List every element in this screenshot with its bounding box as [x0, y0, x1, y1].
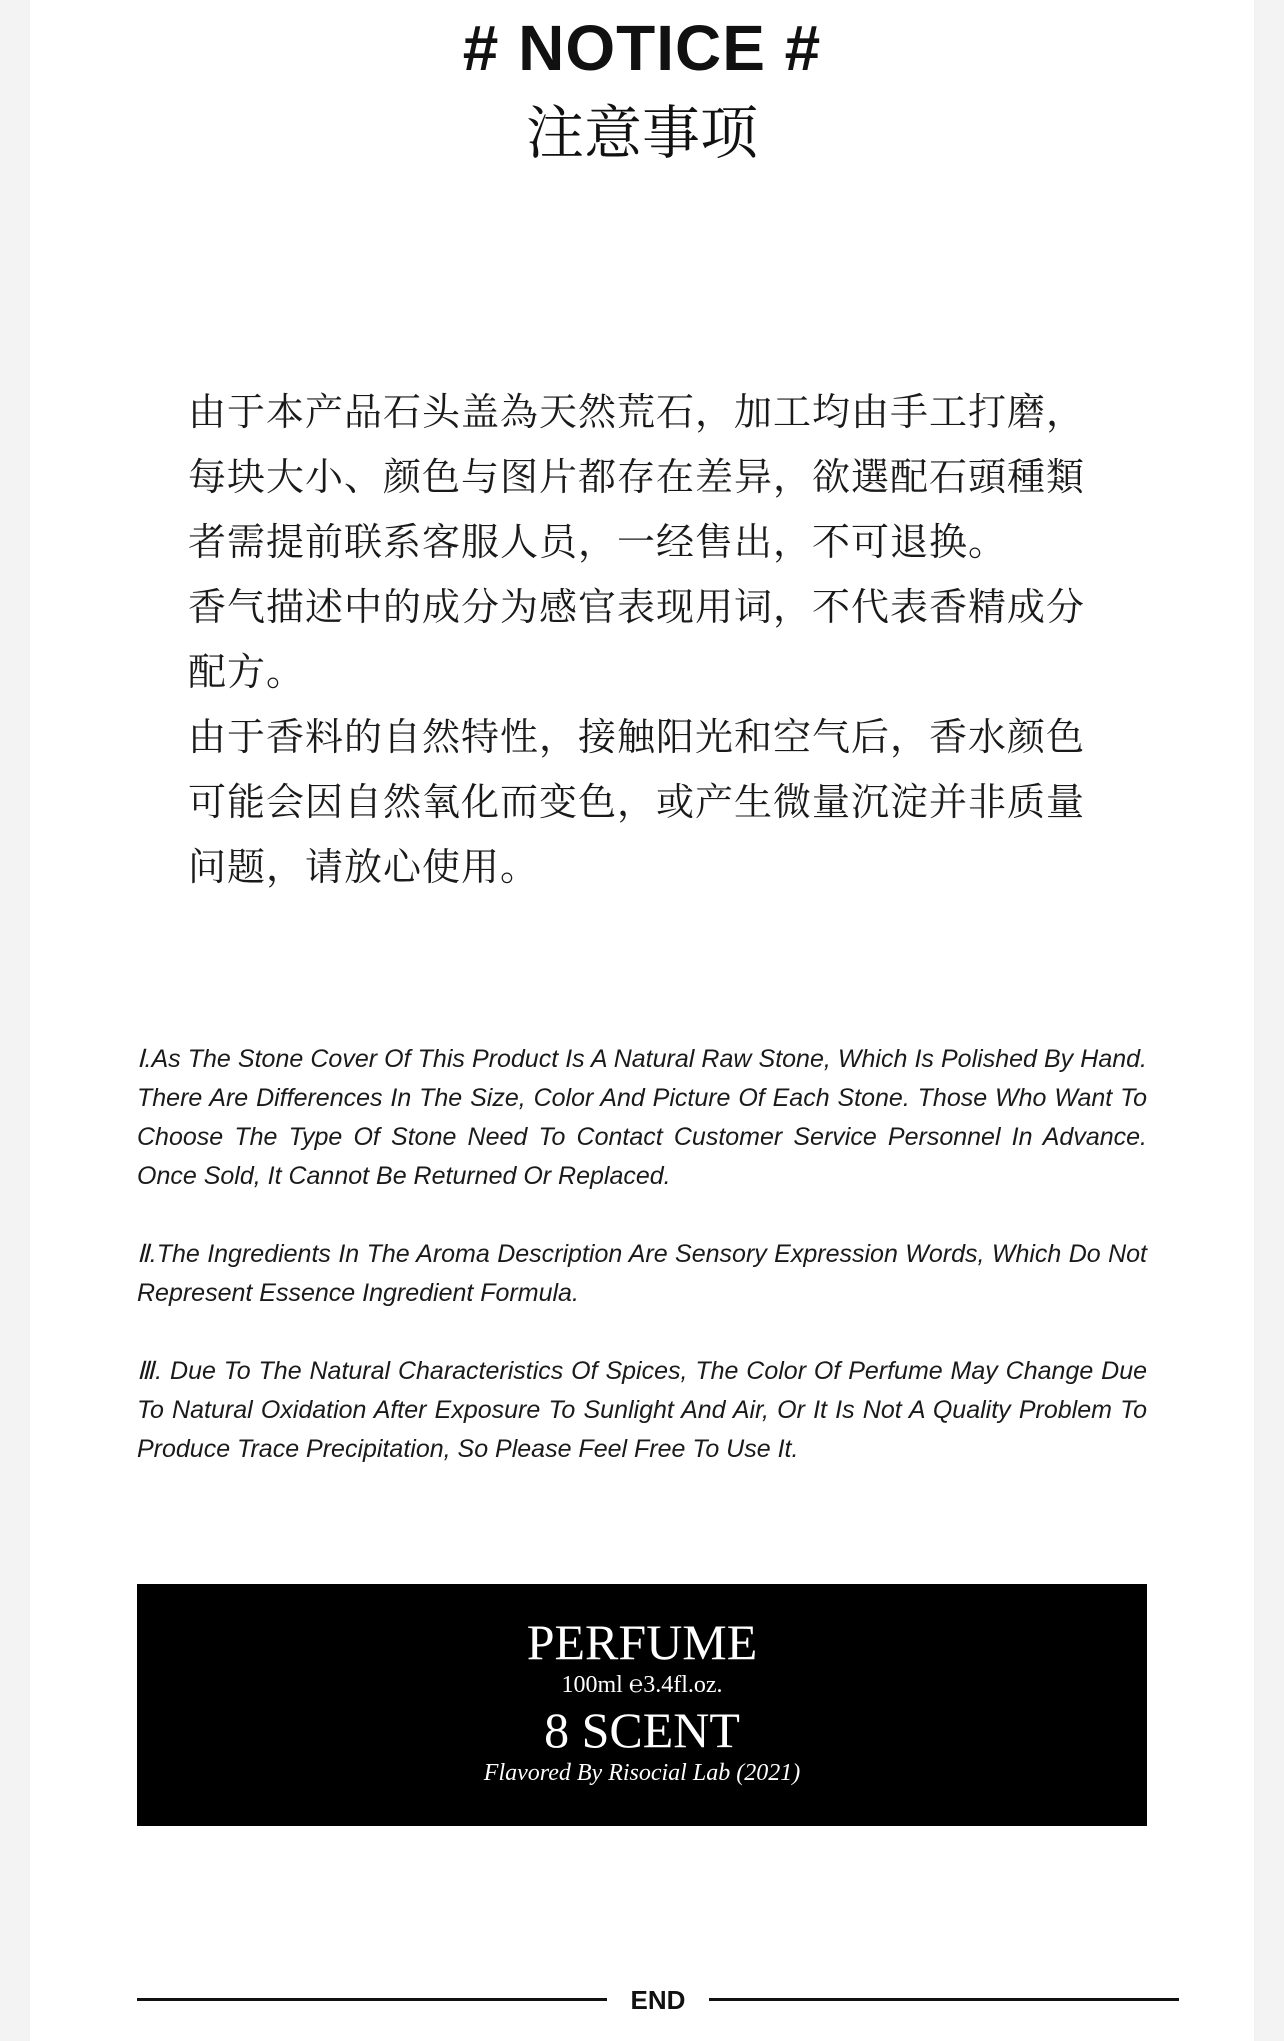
notice-english-text — [137, 1040, 1147, 1508]
zh-line: 每块大小、颜色与图片都存在差异，欲選配石頭種類 — [188, 455, 1086, 499]
end-label: END — [630, 1985, 686, 2015]
zh-line: 配方。 — [188, 650, 306, 694]
zh-line: 由于本产品石头盖為天然荒石，加工均由手工打磨， — [188, 390, 1086, 434]
banner-credit: Flavored By Risocial Lab (2021) — [483, 1760, 801, 1786]
notice-chinese-text — [188, 380, 1148, 900]
perfume-banner — [137, 1584, 1147, 1826]
zh-line: 可能会因自然氧化而变色，或产生微量沉淀并非质量 — [188, 780, 1086, 824]
zh-line: 由于香料的自然特性，接触阳光和空气后，香水颜色 — [188, 715, 1086, 759]
banner-volume: 100ml ℮3.4fl.oz. — [561, 1672, 723, 1698]
divider-line-right — [709, 1998, 1179, 2001]
en-notice-item-1: Ⅰ.As The Stone Cover Of This Product Is A Natural Raw Stone, Which Is Polished By Hand. There Are Differences In The Size, Color And Picture Of Each Stone. Those Who Want To Choose The Type Of Stone Need To Contact Customer Service Personnel In Advance. Once Sold, It Cannot Be Returned Or Replaced. — [137, 1045, 1147, 1190]
zh-line: 香气描述中的成分为感官表现用词，不代表香精成分 — [188, 585, 1086, 629]
zh-line: 者需提前联系客服人员，一经售出，不可退换。 — [188, 520, 1008, 564]
notice-title-en: # NOTICE # — [462, 12, 822, 84]
notice-page — [30, 0, 1254, 2041]
banner-scent: 8 SCENT — [544, 1702, 740, 1758]
divider-line-left — [137, 1998, 607, 2001]
notice-title-zh: 注意事项 — [525, 99, 758, 167]
en-notice-item-3: Ⅲ. Due To The Natural Characteristics Of Spices, The Color Of Perfume May Change Due To Natural Oxidation After Exposure To Sunlight And Air, Or It Is Not A Quality Problem To Produce Trace Precipitation, So Please Feel Free To Use It. — [137, 1357, 1147, 1463]
zh-line: 问题，请放心使用。 — [188, 845, 540, 889]
end-divider — [137, 1980, 1179, 2020]
en-notice-item-2: Ⅱ.The Ingredients In The Aroma Description Are Sensory Expression Words, Which Do Not Represent Essence Ingredient Formula. — [137, 1240, 1147, 1307]
banner-title: PERFUME — [526, 1614, 758, 1670]
